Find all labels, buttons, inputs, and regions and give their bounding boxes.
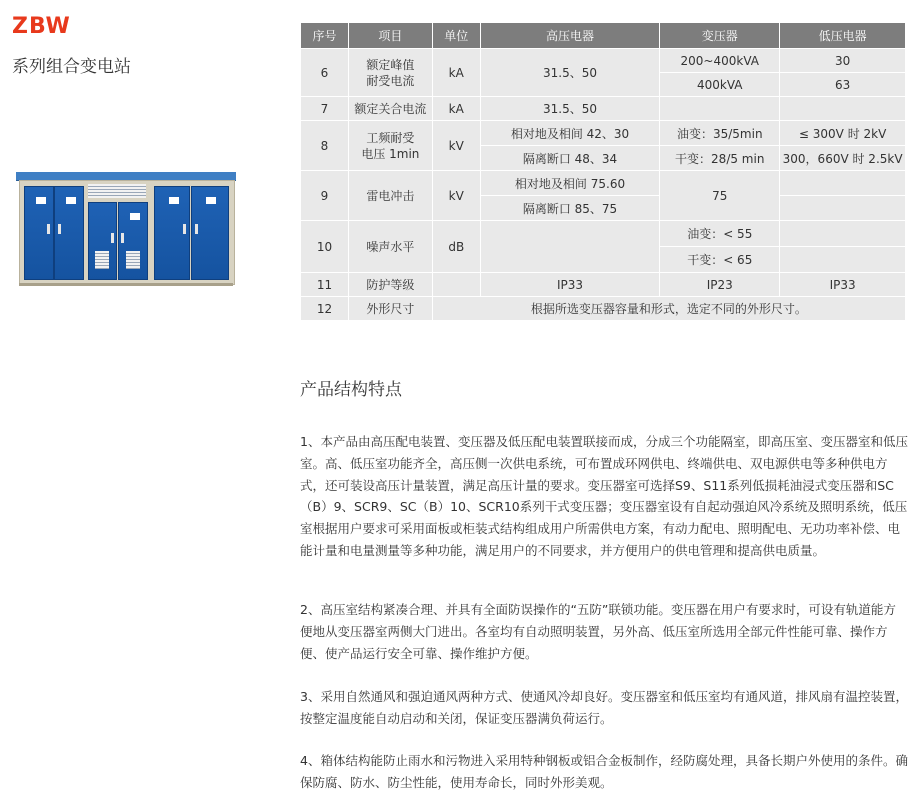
- cell-item: 噪声水平: [348, 221, 432, 273]
- cell-hv: 31.5、50: [480, 49, 660, 97]
- table-header-row: [301, 23, 906, 49]
- cell-hv: [480, 221, 660, 273]
- transformer-door-right: [118, 202, 148, 280]
- cell-num: 9: [301, 171, 349, 221]
- header-unit: 单位: [432, 23, 480, 49]
- cell-num: 6: [301, 49, 349, 97]
- cell-lv: [780, 247, 906, 273]
- table-row: [301, 297, 906, 321]
- vent-louver: [88, 184, 146, 198]
- cell-lv: [780, 196, 906, 221]
- cell-item: 工频耐受电压 1min: [348, 121, 432, 171]
- table-row: [301, 121, 906, 146]
- cell-item: 额定关合电流: [348, 97, 432, 121]
- hv-door-left: [24, 186, 54, 280]
- header-item: 项目: [348, 23, 432, 49]
- cell-transformer: [660, 97, 780, 121]
- cell-hv: 相对地及相间 42、30: [480, 121, 660, 146]
- substation-base: [19, 283, 233, 286]
- table-row: [301, 97, 906, 121]
- cell-lv: [780, 221, 906, 247]
- cell-num: 12: [301, 297, 349, 321]
- cell-unit: kA: [432, 49, 480, 97]
- table-row: [301, 171, 906, 196]
- cell-num: 8: [301, 121, 349, 171]
- cell-item: 外形尺寸: [348, 297, 432, 321]
- cell-transformer: IP23: [660, 273, 780, 297]
- cell-unit: kA: [432, 97, 480, 121]
- cell-transformer: 干变：< 65: [660, 247, 780, 273]
- substation-image: [16, 172, 236, 286]
- cell-unit: [432, 273, 480, 297]
- feature-paragraph-1: 1、本产品由高压配电装置、变压器及低压配电装置联接而成，分成三个功能隔室，即高压室、变压器室和低压室。高、低压室功能齐全，高压侧一次供电系统，可布置成环网供电、终端供电、双电源供电等多种供电方式，还可装设高压计量装置，满足高压计量的要求。变压器室可选择S9、S11系列低损耗油浸式变压器和SC（B）9、SCR9、SC（B）10、SCR10系列干式变压器；变压器室设有自起动强迫风冷系统及照明系统，低压室根据用户要求可采用面板或柜装式结构组成用户所需供电方案，有动力配电、照明配电、无功功率补偿、电能计量和电量测量等多种功能，满足用户的不同要求，并方便用户的供电管理和提高供电质量。: [300, 434, 908, 558]
- cell-lv: [780, 97, 906, 121]
- cell-lv: 300，660V 时 2.5kV: [780, 146, 906, 171]
- cell-item: 防护等级: [348, 273, 432, 297]
- header-hv: 高压电器: [480, 23, 660, 49]
- cell-transformer: 75: [660, 171, 780, 221]
- cell-transformer: 油变：< 55: [660, 221, 780, 247]
- cell-transformer: 400kVA: [660, 73, 780, 97]
- cell-transformer: 200~400kVA: [660, 49, 780, 73]
- cell-hv: 31.5、50: [480, 97, 660, 121]
- cell-lv: 30: [780, 49, 906, 73]
- feature-paragraph-4: 4、箱体结构能防止雨水和污物进入采用特种钢板或铝合金板制作，经防腐处理，具备长期户外使用的条件。确保防腐、防水、防尘性能，使用寿命长，同时外形美观。: [300, 753, 908, 790]
- cell-lv: [780, 171, 906, 196]
- cell-unit: kV: [432, 121, 480, 171]
- feature-paragraph-3: 3、采用自然通风和强迫通风两种方式、使通风冷却良好。变压器室和低压室均有通风道，排风扇有温控装置，按整定温度能自动启动和关闭，保证变压器满负荷运行。: [300, 689, 908, 726]
- header-num: 序号: [301, 23, 349, 49]
- cell-item: 雷电冲击: [348, 171, 432, 221]
- spec-table: [300, 22, 906, 321]
- transformer-door-left: [88, 202, 117, 280]
- cell-num: 10: [301, 221, 349, 273]
- cell-lv: IP33: [780, 273, 906, 297]
- header-lv: 低压电器: [780, 23, 906, 49]
- cell-item: 额定峰值耐受电流: [348, 49, 432, 97]
- product-subtitle: 系列组合变电站: [12, 57, 131, 77]
- cell-dimension-note: 根据所选变压器容量和形式，选定不同的外形尺寸。: [432, 297, 905, 321]
- cell-transformer: 干变：28/5 min: [660, 146, 780, 171]
- cell-num: 7: [301, 97, 349, 121]
- product-model: ZBW: [12, 14, 71, 39]
- cell-hv: IP33: [480, 273, 660, 297]
- lv-door-left: [154, 186, 190, 280]
- lv-door-right: [191, 186, 229, 280]
- feature-paragraph-2: 2、高压室结构紧凑合理、并具有全面防误操作的“五防”联锁功能。变压器在用户有要求时，可设有轨道能方便地从变压器室两侧大门进出。各室均有自动照明装置，另外高、低压室所选用全部元件性能可靠、操作方便、使产品运行安全可靠、操作维护方便。: [300, 602, 896, 661]
- cell-hv: 隔离断口 48、34: [480, 146, 660, 171]
- cell-lv: ≤ 300V 时 2kV: [780, 121, 906, 146]
- hv-door-right: [54, 186, 84, 280]
- header-transformer: 变压器: [660, 23, 780, 49]
- table-row: [301, 221, 906, 247]
- cell-unit: dB: [432, 221, 480, 273]
- section-title: 产品结构特点: [300, 380, 402, 400]
- table-row: [301, 49, 906, 73]
- cell-lv: 63: [780, 73, 906, 97]
- cell-num: 11: [301, 273, 349, 297]
- cell-transformer: 油变：35/5min: [660, 121, 780, 146]
- cell-hv: 相对地及相间 75.60: [480, 171, 660, 196]
- table-row: [301, 273, 906, 297]
- cell-hv: 隔离断口 85、75: [480, 196, 660, 221]
- cell-unit: kV: [432, 171, 480, 221]
